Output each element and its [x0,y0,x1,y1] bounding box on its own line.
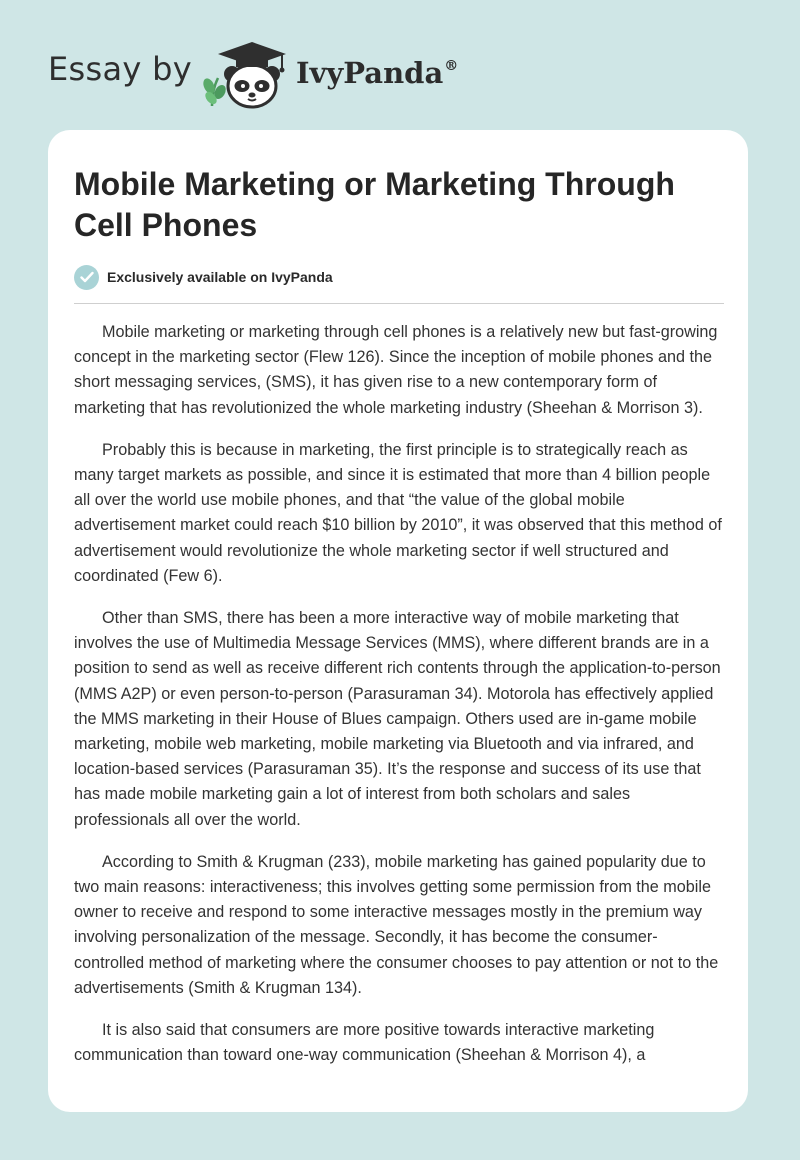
brand-prefix: Essay by [48,50,192,88]
page-title: Mobile Marketing or Marketing Through Cell Phones [74,166,675,243]
site-header [0,0,800,130]
registered-mark: ® [444,58,459,74]
check-icon [74,265,99,290]
paragraph: It is also said that consumers are more positive towards interactive marketing communication than toward one-way communication (Sheehan & Morrison 4), a [74,1021,655,1065]
exclusive-label: Exclusively available on IvyPanda [107,269,333,285]
paragraph: According to Smith & Krugman (233), mobile marketing has gained popularity due to two main reasons: interactiveness; this involves getting some permission from the mobile owner to receive and respond to some interactive messages mostly in the premium way involving personalization of the message. Secondly, it has become the consumer-controlled method of marketing where the consumer chooses to pay attention or not to the advertisements (Smith & Krugman 134). [74,852,719,997]
divider [74,303,724,304]
brand-name[interactable]: IvyPanda® [296,56,459,90]
paragraph: Other than SMS, there has been a more interactive way of mobile marketing that involves the use of Multimedia Message Services (MMS), where different brands are in a position to send as well as receive different rich contents through the application-to-person (MMS A2P) or even person-to-person (Parasuraman 34). Motorola has effectively applied the MMS marketing in their House of Blues campaign. Others used are in-game mobile marketing, mobile web marketing, mobile marketing via Bluetooth and via infrared, and location-based services (Parasuraman 35). It’s the response and success of its use that has made mobile marketing gain a lot of interest from both scholars and sales professionals all over the world. [74,609,721,829]
exclusive-badge [74,263,333,291]
article-card [48,130,748,1112]
article-body [74,320,724,1085]
paragraph: Mobile marketing or marketing through cell phones is a relatively new but fast-growing concept in the marketing sector (Flew 126). Since the inception of mobile phones and the short messaging services, (SMS), it has given rise to a new contemporary form of marketing that has revolutionized the whole marketing industry (Sheehan & Morrison 3). [74,323,718,417]
panda-graduate-logo-icon[interactable] [198,36,294,110]
paragraph: Probably this is because in marketing, the first principle is to strategically reach as many target markets as possible, and since it is estimated that more than 4 billion people all over the world use mobile phones, and that “the value of the global mobile advertisement market could reach $10 billion by 2010”, it was observed that this method of advertisement would revolutionize the whole marketing sector if well structured and coordinated (Few 6). [74,440,722,585]
